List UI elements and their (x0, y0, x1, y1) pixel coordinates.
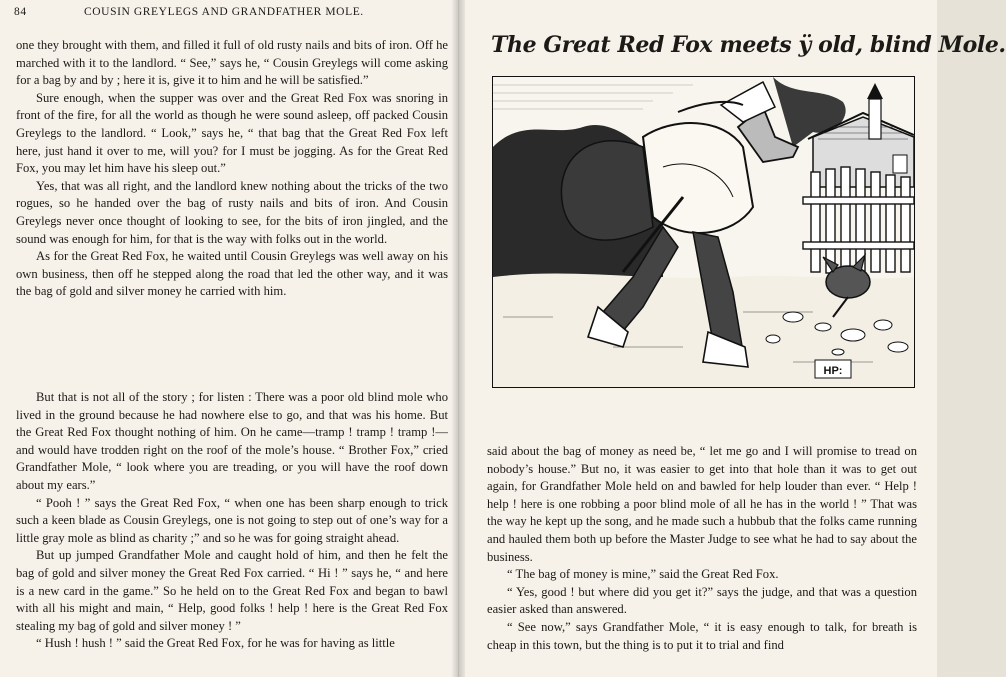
book-gutter (451, 0, 465, 677)
paragraph: Yes, that was all right, and the landlord knew nothing about the tricks of the two rogues, so he handed over the bag of rusty nails and bits of iron. And Cousin Greylegs never once thought of looking to see, for the bits of iron jingled, and the sound was enough for him, for that is the way with folks out in the world. (16, 178, 448, 246)
fox-tail (561, 141, 653, 240)
plate-title: The Great Red Fox meets ÿ old, blind Mole. (491, 32, 1006, 58)
left-text-bottom (16, 389, 448, 653)
artist-monogram (815, 360, 851, 378)
right-text (487, 443, 917, 654)
paragraph: But that is not all of the story ; for listen : There was a poor old blind mole who lived in the ground because he had nowhere else to go, and that was his home. But the Great Red Fox thought nothing of him. On he came—tramp ! tramp ! tramp !—and would have trodden right on the roof of the mole’s house. “ Brother Fox,” cried Grandfather Mole, “ look where you are treading, or you will have the roof down about my ears.” (16, 390, 448, 492)
paragraph: one they brought with them, and filled it full of old rusty nails and bits of iron. Off he marched with it to the landlord. “ See,” says he, “ Cousin Greylegs will come asking for a bag by and by ; here it is, give it to him and he will be satisfied.” (16, 38, 448, 88)
paragraph: said about the bag of money as need be, “ let me go and I will promise to tread on nobody’s house.” But no, it was easier to get into that hole than it was to get out again, for Grandfather Mole held on and bawled for help louder than ever. “ Help ! help ! here is one robbing a poor blind mole of all he has in the world ! ” That was the way he kept up the song, and he made such a hubbub that the folks came running and hauled them both up before the Master Judge to see what he had to say about the business. (487, 444, 917, 564)
right-book-page (459, 0, 1006, 677)
monogram-text: HP: (823, 365, 843, 377)
paragraph: “ Hush ! hush ! ” said the Great Red Fox, for he was for having as little (36, 636, 395, 651)
running-title: COUSIN GREYLEGS AND GRANDFATHER MOLE. (84, 6, 364, 18)
running-head (14, 6, 448, 22)
left-text-top (16, 37, 448, 301)
paragraph: As for the Great Red Fox, he waited until Cousin Greylegs was well away on his own business, then off he stepped along the road that led the other way, and it was the bag of gold and silver money he carried with him. (16, 249, 448, 299)
paragraph: “ Pooh ! ” says the Great Red Fox, “ when one has been sharp enough to trick such a keen blade as Cousin Greylegs, one is not going to step out of one’s way for a little gray mole as blind as charity ;” and so he was for going straight ahead. (16, 495, 448, 545)
page-number: 84 (14, 6, 27, 18)
left-book-page (0, 0, 458, 677)
paragraph: “ Yes, good ! but where did you get it?” says the judge, and that was a question easier asked than answered. (487, 584, 917, 617)
paragraph: But up jumped Grandfather Mole and caught hold of him, and then he felt the bag of gold and silver money the Great Red Fox carried. “ Hi ! ” says he, “ and here is a new card in the game.” So he held on to the Great Red Fox and began to bawl with all his might and main, “ Help, good folks ! help ! here is the Great Red Fox stealing my bag of gold and silver money ! ” (16, 548, 448, 633)
paragraph: “ The bag of money is mine,” said the Great Red Fox. (507, 567, 779, 582)
fox-and-mole-illustration (492, 76, 915, 388)
paragraph: “ See now,” says Grandfather Mole, “ it is easy enough to talk, for breath is cheap in this town, but the thing is to put it to trial and find (487, 619, 917, 652)
illustration-drawing (493, 77, 914, 387)
paragraph: Sure enough, when the supper was over and the Great Red Fox was snoring in front of the fire, for all the world as though he were sound asleep, off packed Cousin Greylegs to the landlord. “ Look,” says he, “ that bag that the Great Red Fox left here, just hand it over to me, will you? for I must be jogging. As for the Great Red Fox, you may let him have his sleep out.” (16, 90, 448, 176)
